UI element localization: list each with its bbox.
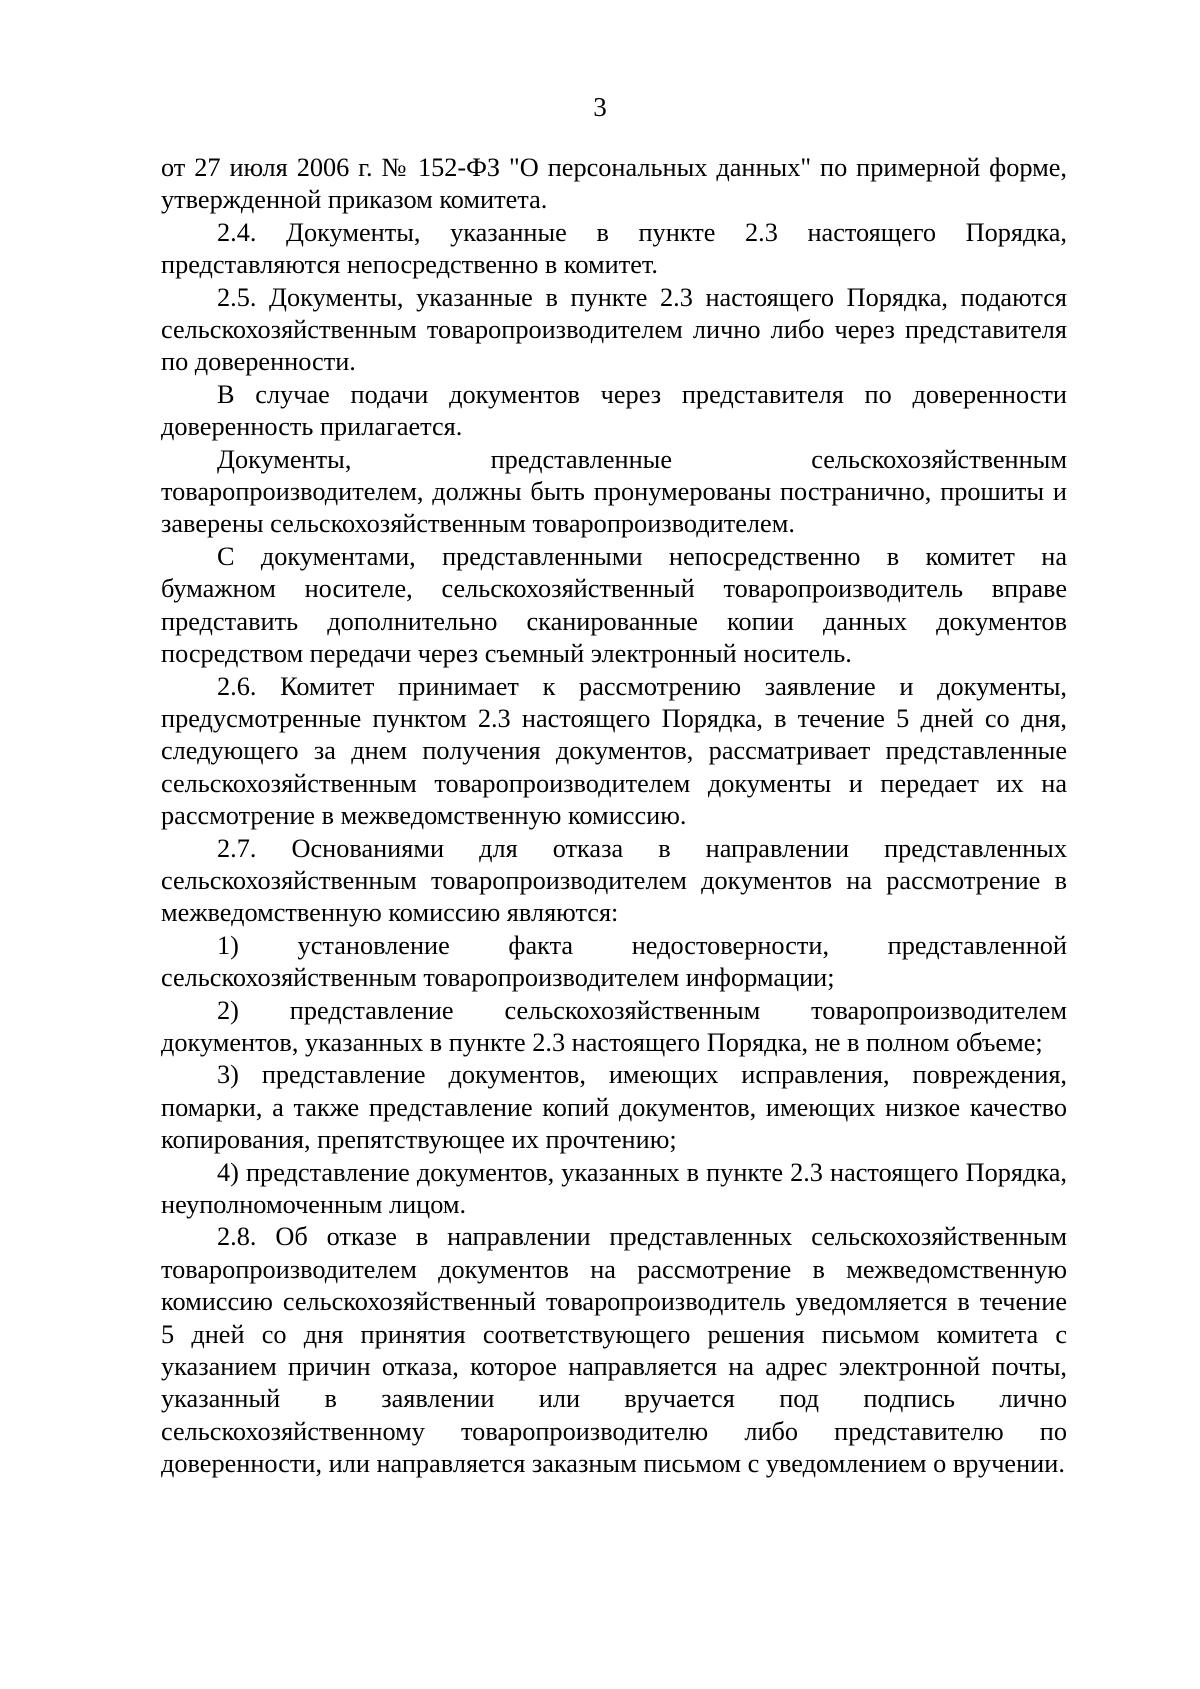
list-item-refusal-3: 3) представление документов, имеющих исправления, повреждения, помарки, а также представление копий документов, имеющих низкое качество копирования, препятствующее их прочтению;: [161, 1060, 1067, 1155]
list-item-refusal-1: 1) установление факта недостоверности, представленной сельскохозяйственным товаропроизводителем информации;: [161, 930, 1067, 993]
list-item-refusal-2: 2) представление сельскохозяйственным товаропроизводителем документов, указанных в пункте 2.3 настоящего Порядка, не в полном объеме;: [161, 995, 1067, 1057]
paragraph-2-4: 2.4. Документы, указанные в пункте 2.3 настоящего Порядка, представляются непосредственно в комитет.: [161, 217, 1067, 280]
page-number: 3: [593, 92, 607, 122]
list-item-refusal-4: 4) представление документов, указанных в пункте 2.3 настоящего Порядка, неуполномоченным лицом.: [161, 1157, 1067, 1219]
paragraph-scanned-copies: С документами, представленными непосредственно в комитет на бумажном носителе, сельскохозяйственный товаропроизводитель вправе представить дополнительно сканированные копии данных документов посредством передачи через съемный электронный носитель.: [161, 541, 1067, 669]
paragraph-2-6: 2.6. Комитет принимает к рассмотрению заявление и документы, предусмотренные пунктом 2.3 настоящего Порядка, в течение 5 дней со дня, следующего за днем получения документов, рассматривает представленные сельскохозяйственным товаропроизводителем документы и передает их на рассмотрение в межведомственную комиссию.: [161, 671, 1067, 831]
paragraph-2-5: 2.5. Документы, указанные в пункте 2.3 настоящего Порядка, подаются сельскохозяйственным товаропроизводителем лично либо через представителя по доверенности.: [161, 282, 1067, 377]
paragraph-document-binding: Документы, представленные сельскохозяйственным товаропроизводителем, должны быть пронумерованы постранично, прошиты и заверены сельскохозяйственным товаропроизводителем.: [161, 444, 1067, 539]
paragraph-consent-form: от 27 июля 2006 г. № 152-ФЗ "О персональных данных" по примерной форме, утвержденной приказом комитета.: [161, 153, 1067, 215]
paragraph-power-of-attorney: В случае подачи документов через представителя по доверенности доверенность прилагается.: [161, 379, 1067, 442]
paragraph-2-8: 2.8. Об отказе в направлении представленных сельскохозяйственным товаропроизводителем документов на рассмотрение в межведомственную комиссию сельскохозяйственный товаропроизводитель уведомляется в течение 5 дней со дня принятия соответствующего решения письмом комитета с указанием причин отказа, которое направляется на адрес электронной почты, указанный в заявлении или вручается под подпись лично сельскохозяйственному товаропроизводителю либо представителю по доверенности, или направляется заказным письмом с уведомлением о вручении.: [161, 1222, 1067, 1479]
paragraph-2-7: 2.7. Основаниями для отказа в направлении представленных сельскохозяйственным товаропроизводителем документов на рассмотрение в межведомственную комиссию являются:: [161, 833, 1067, 928]
document-body: [161, 152, 1067, 1481]
